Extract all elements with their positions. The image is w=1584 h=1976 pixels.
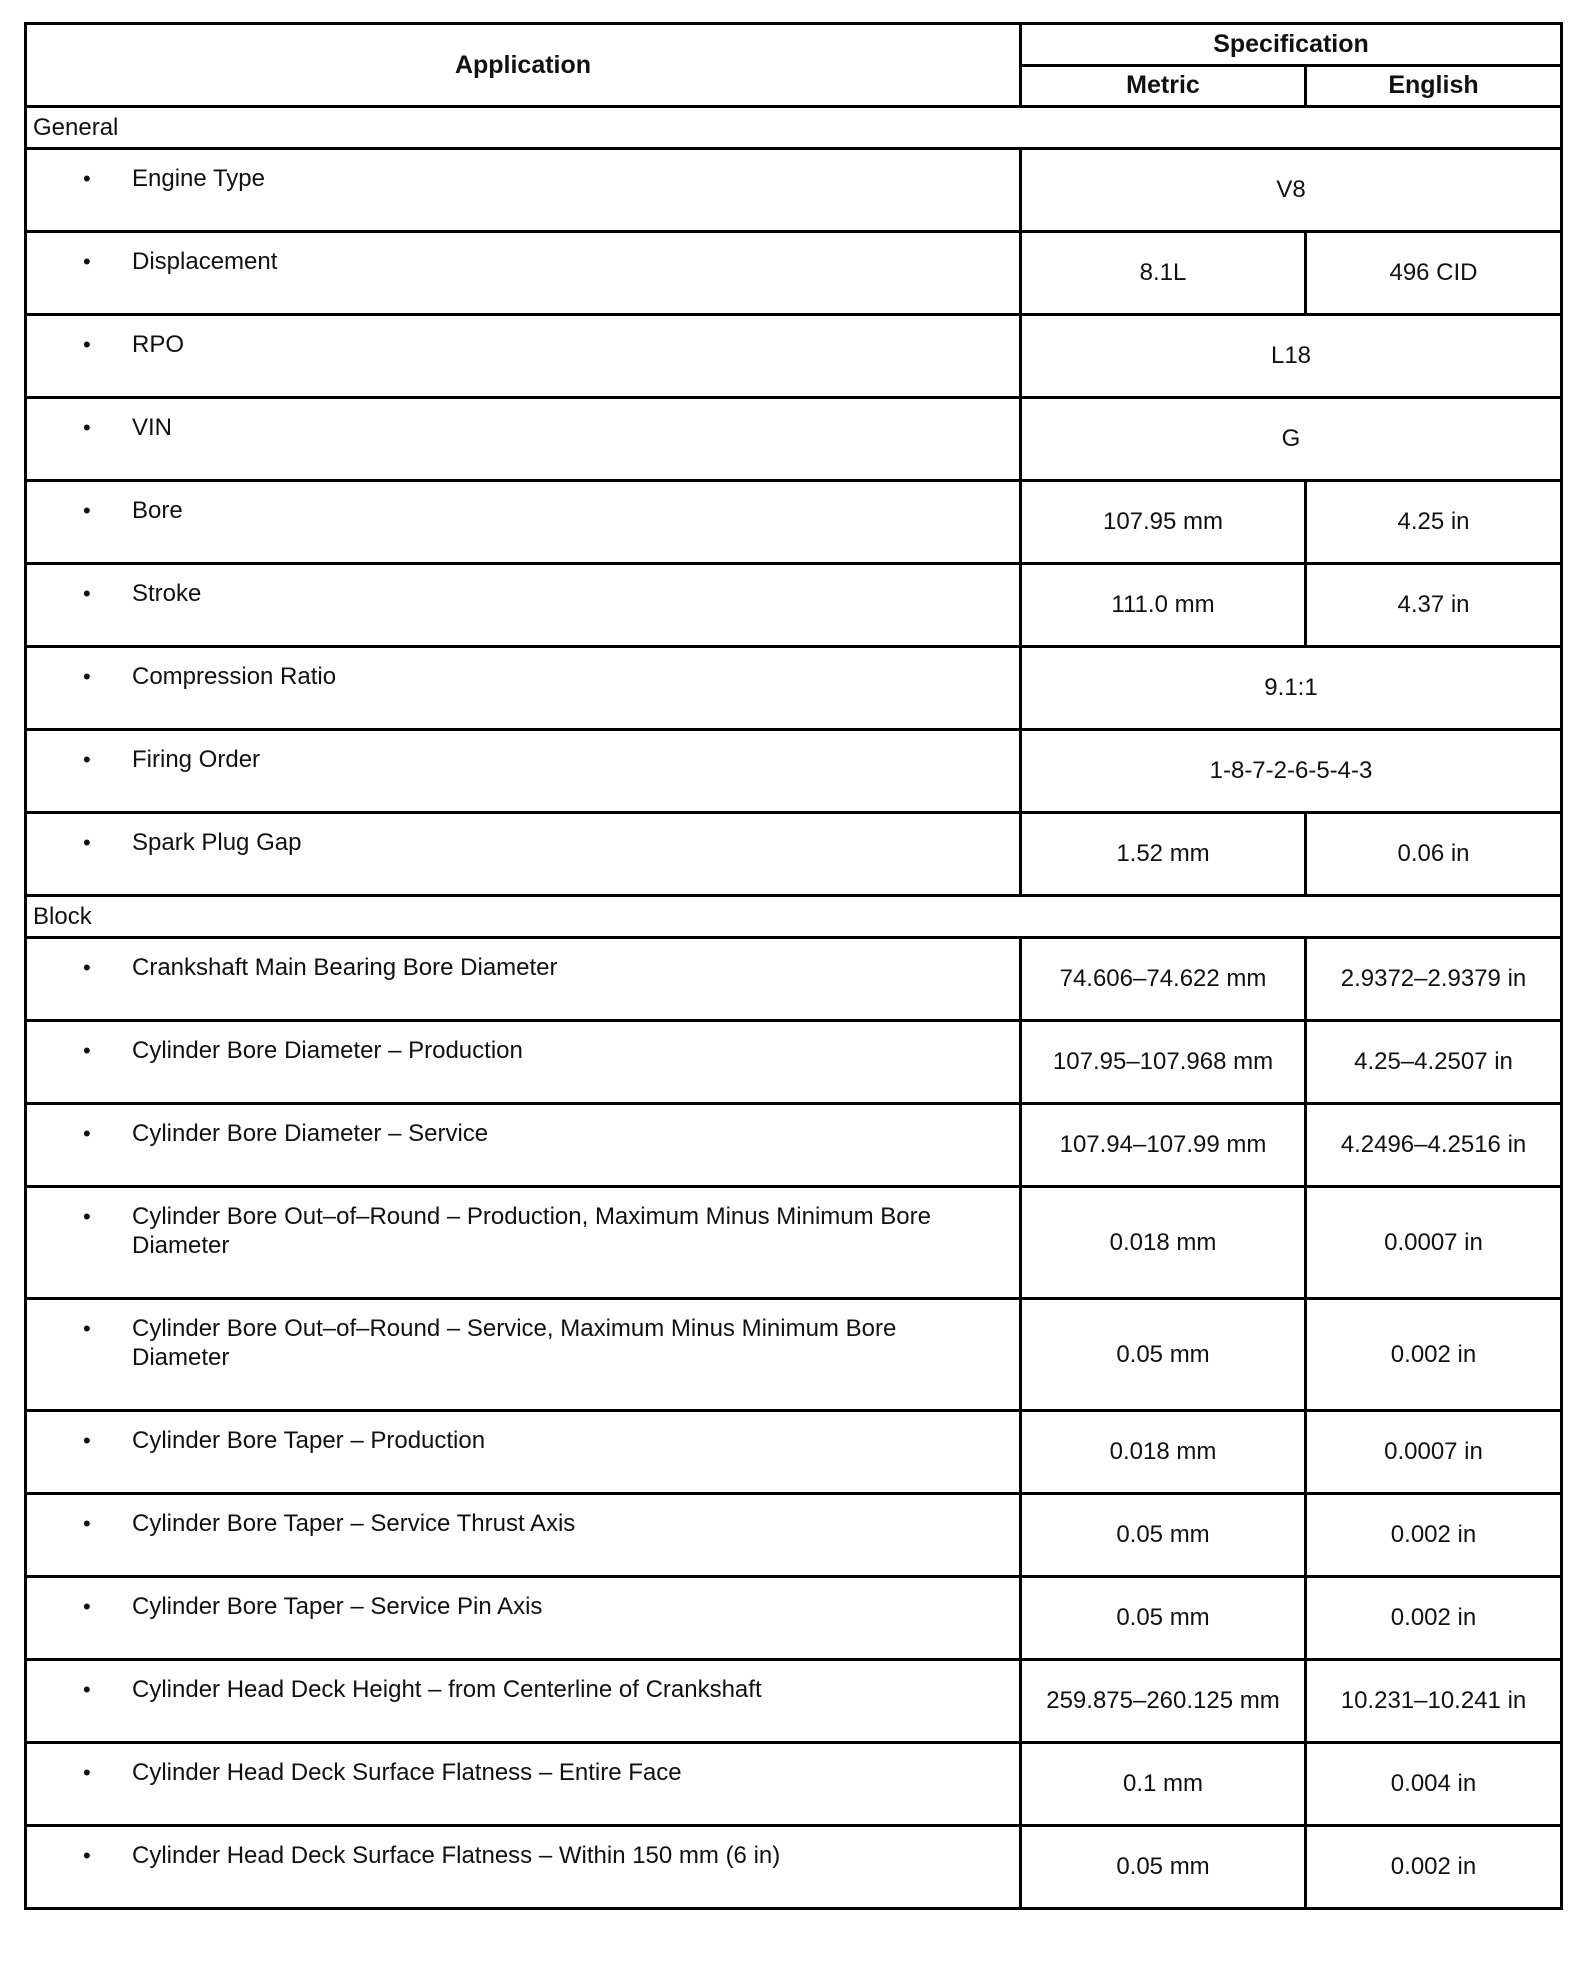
row-label: Cylinder Head Deck Height – from Centerline of Crankshaft [132, 1676, 762, 1703]
english-value: 0.002 in [1306, 1494, 1562, 1577]
application-cell [26, 730, 1021, 813]
application-cell [26, 481, 1021, 564]
row-label: Cylinder Head Deck Surface Flatness – Within 150 mm (6 in) [132, 1842, 781, 1869]
specification-table [24, 22, 1563, 1910]
bullet-icon: • [83, 1594, 91, 1619]
metric-value: 8.1L [1021, 232, 1306, 315]
metric-value: 0.05 mm [1021, 1299, 1306, 1411]
table-row [26, 1577, 1562, 1660]
application-cell [26, 1743, 1021, 1826]
application-cell [26, 1187, 1021, 1299]
table-row [26, 398, 1562, 481]
application-cell [26, 149, 1021, 232]
table-row [26, 730, 1562, 813]
table-row [26, 647, 1562, 730]
metric-value: 0.018 mm [1021, 1411, 1306, 1494]
row-label: Compression Ratio [132, 663, 337, 690]
row-label: Cylinder Bore Taper – Service Thrust Axis [132, 1510, 576, 1537]
metric-value: 107.95 mm [1021, 481, 1306, 564]
table-row [26, 1411, 1562, 1494]
spec-value: 9.1:1 [1021, 647, 1562, 730]
application-cell [26, 1660, 1021, 1743]
bullet-icon: • [83, 1428, 91, 1453]
table-row [26, 813, 1562, 896]
metric-value: 107.94–107.99 mm [1021, 1104, 1306, 1187]
bullet-icon: • [83, 1121, 91, 1146]
english-value: 496 CID [1306, 232, 1562, 315]
application-cell [26, 938, 1021, 1021]
bullet-icon: • [83, 1316, 91, 1341]
english-value: 4.25–4.2507 in [1306, 1021, 1562, 1104]
row-label: Cylinder Bore Taper – Production [132, 1427, 486, 1454]
table-row [26, 315, 1562, 398]
metric-value: 0.05 mm [1021, 1577, 1306, 1660]
bullet-icon: • [83, 1760, 91, 1785]
row-label: Bore [132, 497, 183, 524]
bullet-icon: • [83, 498, 91, 523]
application-header: Application [26, 24, 1021, 107]
metric-value: 259.875–260.125 mm [1021, 1660, 1306, 1743]
english-value: 0.06 in [1306, 813, 1562, 896]
application-cell [26, 1494, 1021, 1577]
table-row [26, 938, 1562, 1021]
row-label: Crankshaft Main Bearing Bore Diameter [132, 954, 558, 981]
english-value: 10.231–10.241 in [1306, 1660, 1562, 1743]
specification-header: Specification [1021, 24, 1562, 66]
metric-header: Metric [1021, 65, 1306, 107]
table-row [26, 1743, 1562, 1826]
application-cell [26, 647, 1021, 730]
bullet-icon: • [83, 249, 91, 274]
table-row [26, 1187, 1562, 1299]
spec-value: L18 [1021, 315, 1562, 398]
row-label: VIN [132, 414, 173, 441]
row-label: Displacement [132, 248, 278, 275]
english-value: 2.9372–2.9379 in [1306, 938, 1562, 1021]
metric-value: 107.95–107.968 mm [1021, 1021, 1306, 1104]
bullet-icon: • [83, 1843, 91, 1868]
section-general-label: General [26, 107, 1562, 149]
section-block-label: Block [26, 896, 1562, 938]
application-cell [26, 1826, 1021, 1909]
english-value: 4.37 in [1306, 564, 1562, 647]
bullet-icon: • [83, 1204, 91, 1229]
row-label: Cylinder Bore Out–of–Round – Production, Maximum Minus Minimum Bore Diameter [132, 1203, 931, 1259]
bullet-icon: • [83, 747, 91, 772]
application-cell [26, 813, 1021, 896]
row-label: Cylinder Head Deck Surface Flatness – Entire Face [132, 1759, 682, 1786]
row-label: Cylinder Bore Diameter – Service [132, 1120, 489, 1147]
english-value: 4.2496–4.2516 in [1306, 1104, 1562, 1187]
spec-value: 1-8-7-2-6-5-4-3 [1021, 730, 1562, 813]
application-cell [26, 398, 1021, 481]
table-row [26, 232, 1562, 315]
table-row [26, 1826, 1562, 1909]
row-label: Cylinder Bore Taper – Service Pin Axis [132, 1593, 543, 1620]
english-value: 0.002 in [1306, 1826, 1562, 1909]
application-cell [26, 1577, 1021, 1660]
english-value: 0.002 in [1306, 1577, 1562, 1660]
metric-value: 74.606–74.622 mm [1021, 938, 1306, 1021]
bullet-icon: • [83, 1677, 91, 1702]
application-cell [26, 1021, 1021, 1104]
metric-value: 111.0 mm [1021, 564, 1306, 647]
spec-value: V8 [1021, 149, 1562, 232]
application-cell [26, 1104, 1021, 1187]
table-row [26, 1660, 1562, 1743]
bullet-icon: • [83, 415, 91, 440]
row-label: Firing Order [132, 746, 261, 773]
bullet-icon: • [83, 1511, 91, 1536]
metric-value: 0.05 mm [1021, 1494, 1306, 1577]
table-row [26, 481, 1562, 564]
application-cell [26, 232, 1021, 315]
application-cell [26, 1299, 1021, 1411]
english-value: 0.0007 in [1306, 1187, 1562, 1299]
table-row [26, 1494, 1562, 1577]
english-value: 0.0007 in [1306, 1411, 1562, 1494]
application-cell [26, 315, 1021, 398]
bullet-icon: • [83, 1038, 91, 1063]
bullet-icon: • [83, 955, 91, 980]
metric-value: 0.018 mm [1021, 1187, 1306, 1299]
row-label: Cylinder Bore Diameter – Production [132, 1037, 523, 1064]
application-cell [26, 1411, 1021, 1494]
metric-value: 0.05 mm [1021, 1826, 1306, 1909]
table-row [26, 1021, 1562, 1104]
row-label: Spark Plug Gap [132, 829, 302, 856]
english-value: 4.25 in [1306, 481, 1562, 564]
english-header: English [1306, 65, 1562, 107]
application-cell [26, 564, 1021, 647]
table-row [26, 564, 1562, 647]
metric-value: 0.1 mm [1021, 1743, 1306, 1826]
metric-value: 1.52 mm [1021, 813, 1306, 896]
english-value: 0.002 in [1306, 1299, 1562, 1411]
english-value: 0.004 in [1306, 1743, 1562, 1826]
row-label: Engine Type [132, 165, 265, 192]
table-row [26, 1299, 1562, 1411]
spec-value: G [1021, 398, 1562, 481]
bullet-icon: • [83, 581, 91, 606]
bullet-icon: • [83, 166, 91, 191]
row-label: Stroke [132, 580, 202, 607]
bullet-icon: • [83, 664, 91, 689]
bullet-icon: • [83, 332, 91, 357]
bullet-icon: • [83, 830, 91, 855]
table-row [26, 1104, 1562, 1187]
row-label: RPO [132, 331, 185, 358]
table-row [26, 149, 1562, 232]
row-label: Cylinder Bore Out–of–Round – Service, Maximum Minus Minimum Bore Diameter [132, 1315, 897, 1371]
